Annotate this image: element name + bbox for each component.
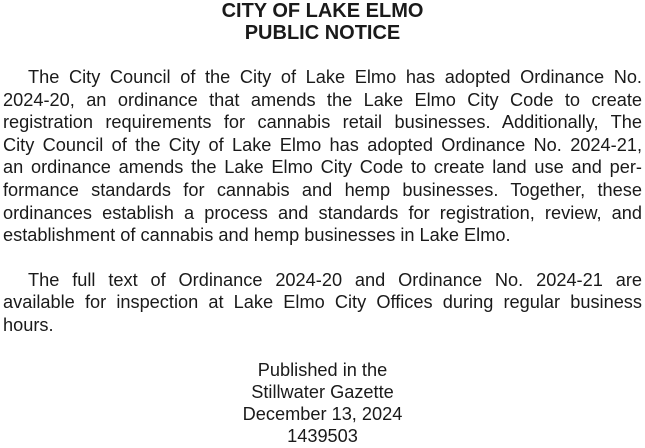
paragraph-line: 2024-20, an ordinance that amends the Lake Elmo City Code to create: [3, 89, 642, 110]
paragraph-line: The full text of Ordinance 2024-20 and Ordinance No. 2024-21 are: [28, 269, 642, 290]
publication-date: December 13, 2024: [242, 404, 403, 425]
paragraph-line: an ordinance amends the Lake Elmo City Code to create land use and per-: [3, 157, 642, 178]
paragraph-line: establishment of cannabis and hemp businesses in Lake Elmo.: [3, 225, 511, 246]
paragraph-line: ordinances establish a process and standards for registration, review, and: [3, 202, 642, 223]
newspaper-name: Stillwater Gazette: [251, 381, 394, 402]
notice-title: [3, 0, 642, 44]
paragraph-line: registration requirements for cannabis retail businesses. Additionally, The: [3, 112, 642, 133]
public-notice: [3, 0, 642, 448]
title-line-city: CITY OF LAKE ELMO: [221, 0, 424, 22]
paragraph-line: formance standards for cannabis and hemp businesses. Together, these: [3, 179, 642, 200]
ordinance-adoption-paragraph: [3, 66, 642, 247]
inspection-availability-paragraph: [3, 269, 642, 337]
title-line-public-notice: PUBLIC NOTICE: [244, 22, 401, 44]
notice-id: 1439503: [287, 426, 358, 447]
publication-info: [3, 359, 642, 448]
paragraph-line: available for inspection at Lake Elmo City Offices during regular business: [3, 292, 642, 313]
published-in-label: Published in the: [257, 359, 388, 380]
paragraph-line: The City Council of the City of Lake Elmo has adopted Ordinance No.: [28, 67, 642, 87]
paragraph-line: hours.: [3, 314, 54, 335]
paragraph-line: City Council of the City of Lake Elmo has adopted Ordinance No. 2024-21,: [3, 134, 642, 155]
